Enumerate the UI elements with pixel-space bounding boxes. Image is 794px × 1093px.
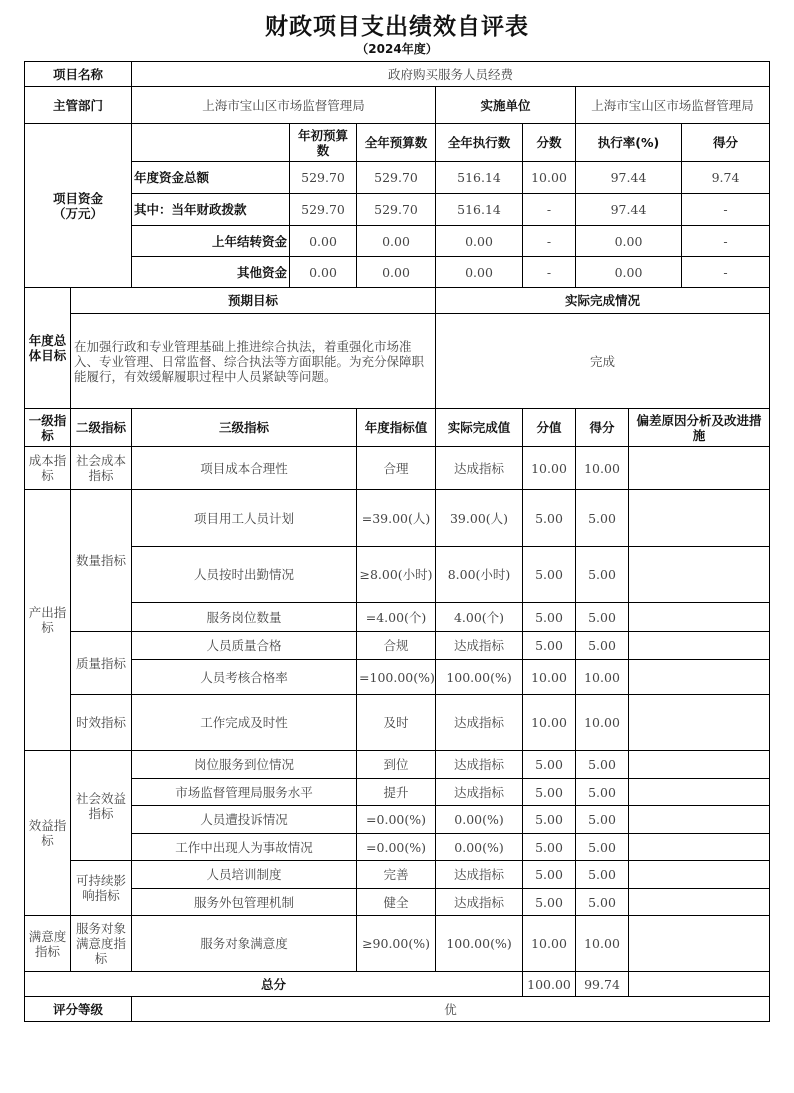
indicator-score: 5.00 xyxy=(576,490,629,547)
funds-row-initial: 529.70 xyxy=(290,194,357,226)
funds-row xyxy=(25,257,770,288)
indicator-name: 岗位服务到位情况 xyxy=(132,751,357,779)
grade-row xyxy=(25,997,770,1022)
level2-social-cost: 社会成本指标 xyxy=(71,447,132,490)
indicator-target: 合规 xyxy=(357,632,436,660)
indicator-name: 服务对象满意度 xyxy=(132,916,357,972)
indicator-row xyxy=(25,603,770,632)
goals-expected-label: 预期目标 xyxy=(71,288,436,314)
header-target: 年度指标值 xyxy=(357,409,436,447)
indicator-row xyxy=(25,751,770,779)
indicator-actual: 100.00(%) xyxy=(436,916,523,972)
indicator-row xyxy=(25,660,770,695)
project-name-value: 政府购买服务人员经费 xyxy=(132,62,770,87)
total-label: 总分 xyxy=(25,972,523,997)
indicator-actual: 达成指标 xyxy=(436,695,523,751)
funds-row-annual: 529.70 xyxy=(357,194,436,226)
funds-row-annual: 0.00 xyxy=(357,226,436,257)
funds-label-text: 项目资金（万元） xyxy=(52,190,103,221)
goals-expected-text: 在加强行政和专业管理基础上推进综合执法，着重强化市场准入、专业管理、日常监督、综合执法等方面职能。为充分保障职能履行，有效缓解履职过程中人员紧缺等问题。 xyxy=(71,314,436,409)
indicator-target: 完善 xyxy=(357,861,436,889)
funds-row xyxy=(25,162,770,194)
level1-output: 产出指标 xyxy=(25,490,71,751)
page-subtitle-year: （2024年度） xyxy=(356,42,438,56)
indicator-deviation xyxy=(629,695,770,751)
funds-row-score: 10.00 xyxy=(523,162,576,194)
indicator-weight: 10.00 xyxy=(523,916,576,972)
funds-row-annual: 529.70 xyxy=(357,162,436,194)
funds-row-initial: 0.00 xyxy=(290,257,357,288)
header-level2: 二级指标 xyxy=(71,409,132,447)
indicator-deviation xyxy=(629,447,770,490)
funds-header-initial: 年初预算数 xyxy=(290,124,357,162)
project-name-row xyxy=(25,62,770,87)
indicator-weight: 5.00 xyxy=(523,603,576,632)
indicator-row xyxy=(25,547,770,603)
funds-row-executed: 0.00 xyxy=(436,226,523,257)
funds-row-initial: 0.00 xyxy=(290,226,357,257)
indicator-actual: 0.00(%) xyxy=(436,834,523,861)
indicator-target: =4.00(个) xyxy=(357,603,436,632)
funds-row-score: - xyxy=(523,226,576,257)
goals-actual-label: 实际完成情况 xyxy=(436,288,770,314)
indicator-actual: 8.00(小时) xyxy=(436,547,523,603)
indicator-row xyxy=(25,806,770,834)
indicator-target: ≥8.00(小时) xyxy=(357,547,436,603)
indicator-score: 5.00 xyxy=(576,603,629,632)
indicator-name: 人员按时出勤情况 xyxy=(132,547,357,603)
indicator-name: 工作中出现人为事故情况 xyxy=(132,834,357,861)
indicator-row xyxy=(25,490,770,547)
indicator-weight: 5.00 xyxy=(523,806,576,834)
indicator-target: 健全 xyxy=(357,889,436,916)
funds-row-executed: 516.14 xyxy=(436,162,523,194)
impl-value: 上海市宝山区市场监督管理局 xyxy=(576,87,770,124)
indicator-score: 5.00 xyxy=(576,861,629,889)
header-deviation: 偏差原因分析及改进措施 xyxy=(629,409,770,447)
header-actual: 实际完成值 xyxy=(436,409,523,447)
indicator-deviation xyxy=(629,889,770,916)
indicator-name: 人员遭投诉情况 xyxy=(132,806,357,834)
header-score: 得分 xyxy=(576,409,629,447)
funds-row-points: 9.74 xyxy=(682,162,770,194)
indicator-actual: 39.00(人) xyxy=(436,490,523,547)
indicator-target: =39.00(人) xyxy=(357,490,436,547)
funds-row-annual: 0.00 xyxy=(357,257,436,288)
indicator-score: 5.00 xyxy=(576,834,629,861)
dept-label: 主管部门 xyxy=(25,87,132,124)
indicator-target: 提升 xyxy=(357,779,436,806)
indicator-score: 10.00 xyxy=(576,916,629,972)
indicator-actual: 达成指标 xyxy=(436,447,523,490)
indicator-score: 5.00 xyxy=(576,779,629,806)
indicator-actual: 4.00(个) xyxy=(436,603,523,632)
funds-row-initial: 529.70 xyxy=(290,162,357,194)
indicator-deviation xyxy=(629,916,770,972)
indicator-deviation xyxy=(629,834,770,861)
funds-row-rate: 97.44 xyxy=(576,194,682,226)
funds-row-rate: 97.44 xyxy=(576,162,682,194)
indicator-deviation xyxy=(629,632,770,660)
indicator-name: 工作完成及时性 xyxy=(132,695,357,751)
project-name-label: 项目名称 xyxy=(25,62,132,87)
funds-label xyxy=(25,124,132,288)
indicator-score: 5.00 xyxy=(576,889,629,916)
level2-quality: 质量指标 xyxy=(71,632,132,695)
indicator-row xyxy=(25,834,770,861)
indicator-actual: 达成指标 xyxy=(436,751,523,779)
dept-row xyxy=(25,87,770,124)
indicator-header-row xyxy=(25,409,770,447)
indicator-target: ≥90.00(%) xyxy=(357,916,436,972)
indicator-row xyxy=(25,695,770,751)
level1-satisfaction: 满意度指标 xyxy=(25,916,71,972)
indicator-deviation xyxy=(629,861,770,889)
indicator-name: 市场监督管理局服务水平 xyxy=(132,779,357,806)
indicator-row xyxy=(25,779,770,806)
funds-header-executed: 全年执行数 xyxy=(436,124,523,162)
funds-row-points: - xyxy=(682,194,770,226)
funds-row-rate: 0.00 xyxy=(576,257,682,288)
indicator-weight: 5.00 xyxy=(523,861,576,889)
funds-row xyxy=(25,194,770,226)
funds-row-points: - xyxy=(682,257,770,288)
indicator-deviation xyxy=(629,751,770,779)
indicator-deviation xyxy=(629,490,770,547)
total-row xyxy=(25,972,770,997)
indicator-score: 5.00 xyxy=(576,632,629,660)
page-title: 财政项目支出绩效自评表 xyxy=(265,14,529,40)
indicator-score: 5.00 xyxy=(576,751,629,779)
level2-quantity: 数量指标 xyxy=(71,490,132,632)
indicator-actual: 达成指标 xyxy=(436,861,523,889)
funds-row-name: 其他资金 xyxy=(132,257,290,288)
impl-label: 实施单位 xyxy=(436,87,576,124)
indicator-target: =100.00(%) xyxy=(357,660,436,695)
funds-row-name: 其中：当年财政拨款 xyxy=(132,194,290,226)
indicator-weight: 10.00 xyxy=(523,447,576,490)
header-level3: 三级指标 xyxy=(132,409,357,447)
funds-header-blank xyxy=(132,124,290,162)
dept-value: 上海市宝山区市场监督管理局 xyxy=(132,87,436,124)
funds-row-score: - xyxy=(523,257,576,288)
indicator-weight: 5.00 xyxy=(523,779,576,806)
header-weight: 分值 xyxy=(523,409,576,447)
funds-header-row xyxy=(25,124,770,162)
funds-row-name: 年度资金总额 xyxy=(132,162,290,194)
indicator-target: =0.00(%) xyxy=(357,834,436,861)
funds-header-annual: 全年预算数 xyxy=(357,124,436,162)
indicator-actual: 达成指标 xyxy=(436,889,523,916)
grade-label: 评分等级 xyxy=(25,997,132,1022)
indicator-actual: 达成指标 xyxy=(436,632,523,660)
level2-sustainable: 可持续影响指标 xyxy=(71,861,132,916)
indicator-score: 5.00 xyxy=(576,806,629,834)
indicator-actual: 100.00(%) xyxy=(436,660,523,695)
indicator-weight: 5.00 xyxy=(523,632,576,660)
indicator-row xyxy=(25,447,770,490)
indicator-row xyxy=(25,632,770,660)
indicator-score: 10.00 xyxy=(576,660,629,695)
grade-value: 优 xyxy=(132,997,770,1022)
indicator-target: 到位 xyxy=(357,751,436,779)
total-score: 99.74 xyxy=(576,972,629,997)
indicator-weight: 10.00 xyxy=(523,695,576,751)
indicator-weight: 5.00 xyxy=(523,889,576,916)
funds-row-executed: 516.14 xyxy=(436,194,523,226)
indicator-deviation xyxy=(629,806,770,834)
indicator-score: 5.00 xyxy=(576,547,629,603)
indicator-target: =0.00(%) xyxy=(357,806,436,834)
indicator-deviation xyxy=(629,660,770,695)
funds-header-score: 分数 xyxy=(523,124,576,162)
self-evaluation-table xyxy=(24,61,770,1022)
goals-actual-text: 完成 xyxy=(436,314,770,409)
goals-content-row xyxy=(25,314,770,409)
goals-header-row xyxy=(25,288,770,314)
level1-benefit: 效益指标 xyxy=(25,751,71,916)
indicator-row xyxy=(25,916,770,972)
indicator-target: 及时 xyxy=(357,695,436,751)
level2-service-satisfaction: 服务对象满意度指标 xyxy=(71,916,132,972)
indicator-score: 10.00 xyxy=(576,695,629,751)
goals-label: 年度总体目标 xyxy=(25,288,71,409)
indicator-name: 人员质量合格 xyxy=(132,632,357,660)
funds-row-rate: 0.00 xyxy=(576,226,682,257)
funds-row xyxy=(25,226,770,257)
funds-row-name: 上年结转资金 xyxy=(132,226,290,257)
indicator-actual: 达成指标 xyxy=(436,779,523,806)
total-weight: 100.00 xyxy=(523,972,576,997)
funds-row-score: - xyxy=(523,194,576,226)
indicator-weight: 5.00 xyxy=(523,751,576,779)
funds-header-points: 得分 xyxy=(682,124,770,162)
level2-timeliness: 时效指标 xyxy=(71,695,132,751)
funds-row-executed: 0.00 xyxy=(436,257,523,288)
indicator-weight: 10.00 xyxy=(523,660,576,695)
header-level1: 一级指标 xyxy=(25,409,71,447)
indicator-actual: 0.00(%) xyxy=(436,806,523,834)
indicator-name: 服务外包管理机制 xyxy=(132,889,357,916)
indicator-name: 项目用工人员计划 xyxy=(132,490,357,547)
indicator-row xyxy=(25,889,770,916)
indicator-weight: 5.00 xyxy=(523,490,576,547)
indicator-deviation xyxy=(629,779,770,806)
level1-cost: 成本指标 xyxy=(25,447,71,490)
indicator-name: 项目成本合理性 xyxy=(132,447,357,490)
indicator-target: 合理 xyxy=(357,447,436,490)
indicator-deviation xyxy=(629,603,770,632)
total-deviation xyxy=(629,972,770,997)
indicator-weight: 5.00 xyxy=(523,834,576,861)
indicator-score: 10.00 xyxy=(576,447,629,490)
indicator-weight: 5.00 xyxy=(523,547,576,603)
indicator-name: 服务岗位数量 xyxy=(132,603,357,632)
indicator-deviation xyxy=(629,547,770,603)
indicator-name: 人员考核合格率 xyxy=(132,660,357,695)
level2-social-benefit: 社会效益指标 xyxy=(71,751,132,861)
funds-header-rate: 执行率(%) xyxy=(576,124,682,162)
funds-row-points: - xyxy=(682,226,770,257)
indicator-name: 人员培训制度 xyxy=(132,861,357,889)
indicator-row xyxy=(25,861,770,889)
